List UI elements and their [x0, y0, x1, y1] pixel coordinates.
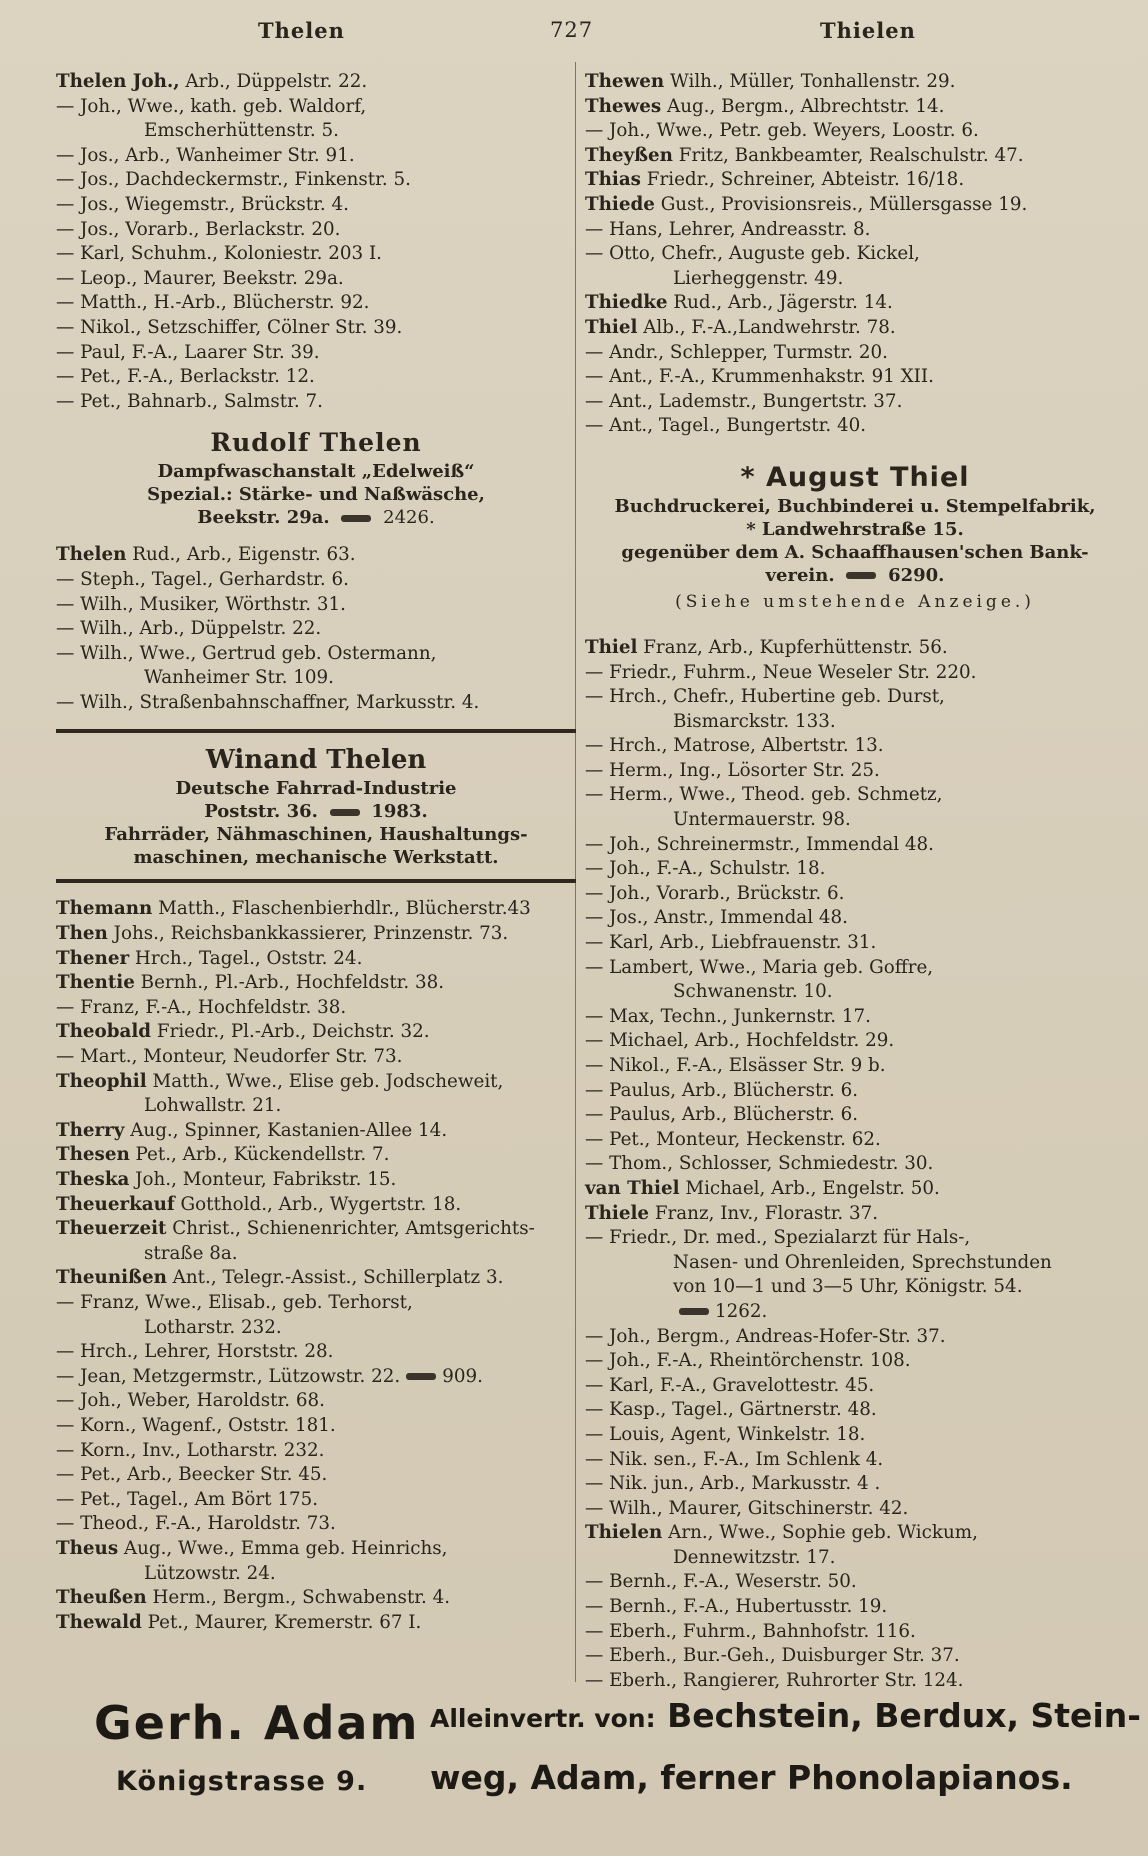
directory-entry [585, 1103, 1125, 1128]
entry-surname: Then [56, 923, 108, 945]
directory-entry [585, 1226, 1125, 1251]
entry-details: — Herm., Ing., Lösorter Str. 25. [585, 759, 880, 781]
directory-entry [585, 783, 1125, 808]
directory-entry [585, 1202, 1125, 1227]
entry-surname: Theska [56, 1169, 130, 1190]
telephone-icon [406, 1373, 436, 1380]
directory-entry [585, 1423, 1125, 1448]
entry-phone: 909. [442, 1365, 483, 1387]
entry-surname: Thesen [56, 1144, 130, 1166]
ad-winand-line4: maschinen, mechanische Werkstatt. [133, 847, 499, 869]
entry-details: — Nikol., Setzschiffer, Cölner Str. 39. [56, 316, 403, 338]
directory-entry [585, 710, 1125, 735]
entry-details: — Ant., Tagel., Bungertstr. 40. [585, 415, 867, 437]
directory-entry [56, 1463, 576, 1488]
entry-details: — Ant., Lademstr., Bungertstr. 37. [585, 390, 903, 412]
directory-entry [56, 193, 576, 218]
directory-entry [56, 1266, 576, 1291]
entry-details: — Eberh., Bur.-Geh., Duisburger Str. 37. [585, 1645, 960, 1667]
directory-entry [56, 1217, 576, 1242]
directory-entry [56, 1193, 576, 1218]
directory-entry [585, 193, 1125, 218]
entry-details: Rud., Arb., Eigenstr. 63. [126, 544, 356, 566]
directory-entry [56, 568, 576, 593]
entry-surname: Thelen Joh., [56, 71, 180, 92]
directory-entry [585, 1448, 1125, 1473]
directory-entry [585, 1325, 1125, 1350]
entry-details: — Joh., F.-A., Rheintörchenstr. 108. [585, 1350, 911, 1372]
footer-company-name: Gerh. Adam [94, 1696, 420, 1750]
entry-details: Franz, Arb., Kupferhüttenstr. 56. [637, 636, 948, 658]
entry-details: — Lambert, Wwe., Maria geb. Goffre, [585, 956, 934, 978]
telephone-icon [679, 1308, 709, 1315]
entry-details: Aug., Spinner, Kastanien-Allee 14. [124, 1119, 448, 1141]
entry-details: — Otto, Chefr., Auguste geb. Kickel, [585, 243, 920, 265]
ad-august-phone: 6290. [888, 564, 945, 586]
entry-details: Matth., Flaschenbierhdlr., Blücherstr.43 [152, 898, 531, 920]
entry-details: — Paulus, Arb., Blücherstr. 6. [585, 1079, 859, 1101]
entry-details: — Nik. sen., F.-A., Im Schlenk 4. [585, 1448, 884, 1470]
entry-details: — Friedr., Fuhrm., Neue Weseler Str. 220. [585, 661, 977, 683]
directory-entry [56, 897, 576, 922]
entry-details: Bernh., Pl.-Arb., Hochfeldstr. 38. [134, 972, 445, 994]
footer-street: Königstrasse 9. [116, 1766, 368, 1797]
ad-winand-address: Poststr. 36. [204, 801, 318, 823]
directory-entry [56, 1070, 576, 1095]
directory-entry [56, 119, 576, 144]
footer-line1 [430, 1696, 1141, 1735]
entry-details: — Jos., Vorarb., Berlackstr. 20. [56, 218, 341, 240]
ad-august-name: * August Thiel [740, 461, 970, 493]
entry-surname: Thiedke [585, 292, 668, 314]
directory-entry [56, 144, 576, 169]
entry-details: Gotthold., Arb., Wygertstr. 18. [174, 1193, 462, 1215]
directory-entry [585, 1546, 1125, 1571]
directory-entry [56, 168, 576, 193]
directory-entry [585, 1620, 1125, 1645]
entry-details: — Korn., Wagenf., Oststr. 181. [56, 1414, 336, 1436]
directory-entry [56, 242, 576, 267]
directory-entry [585, 218, 1125, 243]
directory-entry [585, 956, 1125, 981]
ad-rudolf-line1: Dampfwaschanstalt „Edelweiß“ [157, 461, 475, 483]
entry-details: straße 8a. [144, 1242, 238, 1264]
entry-surname: Theyßen [585, 144, 673, 166]
directory-entry [585, 759, 1125, 784]
entry-surname: Theus [56, 1537, 119, 1559]
entry-surname: Thielen [585, 1522, 663, 1544]
footer-line2: weg, Adam, ferner Phonolapianos. [430, 1758, 1073, 1797]
directory-entry [56, 316, 576, 341]
ad-august-line1: Buchdruckerei, Buchbinderei u. Stempelfabrik, [614, 495, 1096, 517]
ad-rudolf-thelen [56, 426, 576, 529]
entry-surname: Thelen [56, 544, 127, 566]
telephone-icon [846, 572, 876, 579]
entry-surname: Thewald [56, 1611, 142, 1633]
entry-details: Gust., Provisionsreis., Müllersgasse 19. [654, 193, 1028, 215]
entry-details: — Joh., Bergm., Andreas-Hofer-Str. 37. [585, 1325, 946, 1347]
directory-entry [56, 1316, 576, 1341]
entry-details: — Paul, F.-A., Laarer Str. 39. [56, 341, 320, 363]
telephone-icon [330, 809, 360, 816]
directory-entry [585, 242, 1125, 267]
directory-entry [585, 685, 1125, 710]
entry-details: — Hrch., Chefr., Hubertine geb. Durst, [585, 686, 945, 708]
entry-details: — Pet., Bahnarb., Salmstr. 7. [56, 390, 323, 412]
directory-entry [585, 734, 1125, 759]
directory-entry [585, 144, 1125, 169]
entry-details: Pet., Maurer, Kremerstr. 67 I. [141, 1611, 422, 1633]
directory-entry [585, 833, 1125, 858]
directory-entry [56, 691, 576, 716]
entry-details: Dennewitzstr. 17. [673, 1546, 836, 1568]
entry-details: — Wilh., Musiker, Wörthstr. 31. [56, 593, 346, 615]
directory-entry [56, 617, 576, 642]
directory-entry [585, 1275, 1125, 1300]
ad-rudolf-address: Beekstr. 29a. [197, 507, 330, 529]
directory-entry [56, 1439, 576, 1464]
entry-details: — Wilh., Maurer, Gitschinerstr. 42. [585, 1497, 909, 1519]
entry-details: Untermauerstr. 98. [673, 809, 851, 831]
page-number: 727 [550, 18, 594, 42]
footer-line1-prefix: Alleinvertr. von: [430, 1704, 656, 1733]
entry-details: Herm., Bergm., Schwabenstr. 4. [146, 1587, 451, 1609]
directory-entry [56, 1488, 576, 1513]
ad-august-line2: * Landwehrstraße 15. [746, 518, 964, 540]
entry-list [56, 70, 576, 414]
entry-details: — Steph., Tagel., Gerhardstr. 6. [56, 568, 349, 590]
entry-details: — Thom., Schlosser, Schmiedestr. 30. [585, 1153, 934, 1175]
directory-entry [585, 1398, 1125, 1423]
directory-entry [56, 1562, 576, 1587]
footer-line1-brands: Bechstein, Berdux, Stein- [655, 1696, 1141, 1735]
directory-entry [585, 1005, 1125, 1030]
entry-details: — Franz, F.-A., Hochfeldstr. 38. [56, 996, 347, 1018]
directory-entry [585, 1349, 1125, 1374]
entry-details: Franz, Inv., Florastr. 37. [649, 1202, 879, 1224]
entry-surname: Thiede [585, 193, 655, 215]
entry-surname: Thiele [585, 1202, 650, 1224]
directory-entry [585, 1472, 1125, 1497]
directory-entry [56, 1512, 576, 1537]
rule-thick [56, 729, 576, 733]
directory-entry [585, 1300, 1125, 1325]
entry-details: — Joh., F.-A., Schulstr. 18. [585, 858, 826, 880]
entry-details: Christ., Schienenrichter, Amtsgerichts- [166, 1218, 535, 1240]
ad-rudolf-line2: Spezial.: Stärke- und Naßwäsche, [147, 484, 485, 506]
entry-surname: van Thiel [585, 1177, 680, 1199]
directory-entry [56, 642, 576, 667]
directory-entry [585, 1251, 1125, 1276]
directory-entry [585, 365, 1125, 390]
entry-details: — Franz, Wwe., Elisab., geb. Terhorst, [56, 1291, 413, 1313]
entry-details: — Hrch., Matrose, Albertstr. 13. [585, 735, 884, 757]
entry-details: — Karl, Schuhm., Koloniestr. 203 I. [56, 243, 382, 265]
entry-details: — Pet., F.-A., Berlackstr. 12. [56, 366, 315, 388]
directory-entry [56, 291, 576, 316]
entry-surname: Therry [56, 1119, 125, 1141]
entry-details: Wilh., Müller, Tonhallenstr. 29. [664, 71, 956, 92]
directory-entry [585, 931, 1125, 956]
entry-list [56, 543, 576, 715]
entry-details: von 10—1 und 3—5 Uhr, Königstr. 54. [673, 1276, 1023, 1298]
entry-surname: Thewes [585, 95, 662, 117]
directory-entry [585, 267, 1125, 292]
directory-entry [56, 1045, 576, 1070]
directory-entry [56, 971, 576, 996]
directory-entry [585, 857, 1125, 882]
directory-entry [585, 1521, 1125, 1546]
directory-entry [56, 1365, 576, 1390]
entry-surname: Thewen [585, 71, 665, 92]
entry-details: — Eberh., Rangierer, Ruhrorter Str. 124. [585, 1669, 964, 1691]
directory-entry [56, 1119, 576, 1144]
directory-entry [585, 341, 1125, 366]
entry-details: — Joh., Wwe., kath. geb. Waldorf, [56, 95, 367, 117]
running-head-right: Thielen [820, 18, 916, 43]
entry-details: — Korn., Inv., Lotharstr. 232. [56, 1439, 325, 1461]
entry-details: — Jean, Metzgermstr., Lützowstr. 22. [56, 1365, 401, 1387]
directory-entry [585, 1374, 1125, 1399]
entry-details: Johs., Reichsbankkassierer, Prinzenstr. 73. [107, 923, 509, 945]
entry-surname: Thiel [585, 316, 638, 338]
entry-details: Ant., Telegr.-Assist., Schillerplatz 3. [166, 1267, 504, 1289]
directory-entry [56, 1340, 576, 1365]
directory-entry [585, 1644, 1125, 1669]
entry-list [585, 636, 1125, 1694]
entry-details: — Eberh., Fuhrm., Bahnhofstr. 116. [585, 1620, 916, 1642]
directory-entry [56, 1414, 576, 1439]
entry-details: — Michael, Arb., Hochfeldstr. 29. [585, 1030, 895, 1052]
entry-details: — Kasp., Tagel., Gärtnerstr. 48. [585, 1399, 877, 1421]
entry-details: — Pet., Monteur, Heckenstr. 62. [585, 1128, 881, 1150]
entry-details: — Bernh., F.-A., Hubertusstr. 19. [585, 1596, 888, 1618]
directory-entry [585, 1177, 1125, 1202]
entry-details: — Joh., Weber, Haroldstr. 68. [56, 1390, 325, 1412]
entry-details: — Wilh., Straßenbahnschaffner, Markusstr. 4. [56, 691, 480, 713]
directory-entry [585, 1054, 1125, 1079]
directory-entry [585, 980, 1125, 1005]
directory-entry [56, 593, 576, 618]
entry-details: — Wilh., Wwe., Gertrud geb. Ostermann, [56, 642, 437, 664]
directory-entry [56, 341, 576, 366]
directory-entry [585, 1497, 1125, 1522]
directory-entry [585, 414, 1125, 439]
directory-entry [585, 882, 1125, 907]
running-head-left: Thelen [258, 18, 345, 43]
directory-entry [585, 291, 1125, 316]
directory-entry [56, 1537, 576, 1562]
entry-details: — Jos., Anstr., Immendal 48. [585, 907, 848, 929]
telephone-icon [341, 515, 371, 522]
entry-details: — Bernh., F.-A., Weserstr. 50. [585, 1571, 857, 1593]
entry-details: Michael, Arb., Engelstr. 50. [679, 1177, 940, 1199]
entry-surname: Theunißen [56, 1267, 167, 1289]
entry-details: — Pet., Arb., Beecker Str. 45. [56, 1464, 328, 1486]
entry-surname: Thentie [56, 972, 135, 994]
left-column [56, 70, 576, 1635]
directory-entry [56, 70, 576, 95]
entry-details: Alb., F.-A.,Landwehrstr. 78. [637, 316, 896, 338]
entry-details: — Joh., Wwe., Petr. geb. Weyers, Loostr. 6. [585, 120, 979, 142]
directory-entry [56, 543, 576, 568]
ad-winand-phone: 1983. [371, 801, 428, 823]
directory-entry [56, 390, 576, 415]
entry-details: — Louis, Agent, Winkelstr. 18. [585, 1423, 866, 1445]
directory-entry [56, 1586, 576, 1611]
directory-entry [585, 1079, 1125, 1104]
entry-surname: Theuerzeit [56, 1218, 167, 1240]
entry-details: Rud., Arb., Jägerstr. 14. [667, 292, 893, 314]
entry-details: — Karl, F.-A., Gravelottestr. 45. [585, 1374, 875, 1396]
directory-entry [585, 390, 1125, 415]
directory-entry [56, 1611, 576, 1636]
entry-details: — Joh., Schreinermstr., Immendal 48. [585, 833, 934, 855]
directory-entry [585, 70, 1125, 95]
directory-entry [56, 666, 576, 691]
entry-details: Aug., Wwe., Emma geb. Heinrichs, [118, 1537, 448, 1559]
entry-details: — Andr., Schlepper, Turmstr. 20. [585, 341, 888, 363]
ad-august-thiel [585, 461, 1125, 614]
ad-winand-name: Winand Thelen [205, 745, 427, 776]
entry-details: Arb., Düppelstr. 22. [179, 71, 368, 92]
directory-entry [585, 1128, 1125, 1153]
entry-phone: 1262. [715, 1300, 768, 1322]
directory-entry [56, 365, 576, 390]
entry-list [585, 70, 1125, 439]
directory-entry [56, 267, 576, 292]
directory-entry [585, 661, 1125, 686]
directory-entry [56, 1389, 576, 1414]
ad-august-line4 [585, 564, 1125, 587]
directory-entry [585, 1029, 1125, 1054]
ad-winand-thelen [56, 743, 576, 869]
entry-surname: Theobald [56, 1021, 152, 1043]
ad-rudolf-name: Rudolf Thelen [210, 428, 422, 458]
directory-entry [585, 95, 1125, 120]
footer-advertisement [94, 1688, 1141, 1828]
entry-details: — Hrch., Lehrer, Horststr. 28. [56, 1341, 334, 1363]
entry-details: — Pet., Tagel., Am Bört 175. [56, 1488, 319, 1510]
directory-entry [585, 906, 1125, 931]
entry-details: — Nikol., F.-A., Elsässer Str. 9 b. [585, 1055, 886, 1076]
entry-details: Lierheggenstr. 49. [673, 267, 844, 289]
ad-winand-line2 [56, 800, 576, 823]
entry-details: Friedr., Schreiner, Abteistr. 16/18. [640, 169, 965, 191]
ad-rudolf-phone: 2426. [383, 507, 435, 529]
entry-details: Lohwallstr. 21. [144, 1095, 282, 1117]
entry-surname: Theuerkauf [56, 1193, 175, 1215]
ad-august-note: (Siehe umstehende Anzeige.) [675, 591, 1035, 612]
entry-details: Aug., Bergm., Albrechtstr. 14. [661, 95, 945, 117]
directory-entry [585, 808, 1125, 833]
directory-entry [56, 1291, 576, 1316]
directory-entry [585, 1570, 1125, 1595]
entry-details: Bismarckstr. 133. [673, 710, 836, 732]
entry-details: — Karl, Arb., Liebfrauenstr. 31. [585, 932, 877, 954]
right-column [585, 70, 1125, 1693]
directory-entry [56, 947, 576, 972]
directory-entry [585, 168, 1125, 193]
entry-details: Fritz, Bankbeamter, Realschulstr. 47. [672, 144, 1024, 166]
ad-winand-line1: Deutsche Fahrrad-Industrie [175, 778, 457, 800]
directory-entry [56, 1143, 576, 1168]
entry-details: — Ant., F.-A., Krummenhakstr. 91 XII. [585, 366, 934, 388]
ad-winand-line3: Fahrräder, Nähmaschinen, Haushaltungs- [104, 824, 528, 846]
entry-details: Friedr., Pl.-Arb., Deichstr. 32. [151, 1021, 430, 1043]
entry-surname: Thener [56, 947, 130, 969]
entry-details: — Matth., H.-Arb., Blücherstr. 92. [56, 292, 370, 314]
entry-details: — Jos., Arb., Wanheimer Str. 91. [56, 144, 355, 166]
entry-details: Hrch., Tagel., Oststr. 24. [129, 947, 363, 969]
entry-details: Joh., Monteur, Fabrikstr. 15. [129, 1169, 397, 1190]
entry-details: — Friedr., Dr. med., Spezialarzt für Hals-, [585, 1227, 971, 1249]
ad-august-text: verein. [765, 564, 835, 586]
directory-entry [585, 316, 1125, 341]
entry-details: Lotharstr. 232. [144, 1316, 282, 1338]
entry-details: — Jos., Wiegemstr., Brückstr. 4. [56, 193, 349, 215]
entry-surname: Thias [585, 169, 641, 191]
directory-entry [585, 636, 1125, 661]
entry-details: — Joh., Vorarb., Brückstr. 6. [585, 882, 845, 904]
directory-entry [56, 218, 576, 243]
directory-entry [56, 922, 576, 947]
entry-surname: Theußen [56, 1587, 147, 1609]
entry-details: Emscherhüttenstr. 5. [144, 120, 339, 142]
entry-details: — Paulus, Arb., Blücherstr. 6. [585, 1104, 859, 1126]
entry-details: — Mart., Monteur, Neudorfer Str. 73. [56, 1046, 403, 1068]
directory-entry [585, 119, 1125, 144]
entry-details: — Nik. jun., Arb., Markusstr. 4 . [585, 1473, 881, 1495]
directory-entry [585, 1595, 1125, 1620]
entry-details: Pet., Arb., Kückendellstr. 7. [129, 1144, 390, 1166]
ad-august-line3: gegenüber dem A. Schaaffhausen'schen Bank- [621, 541, 1089, 563]
ad-rudolf-line3 [56, 506, 576, 529]
entry-surname: Theophil [56, 1070, 147, 1092]
entry-details: Lützowstr. 24. [144, 1562, 276, 1584]
entry-details: Nasen- und Ohrenleiden, Sprechstunden [673, 1251, 1052, 1273]
entry-details: — Wilh., Arb., Düppelstr. 22. [56, 618, 322, 640]
entry-details: Arn., Wwe., Sophie geb. Wickum, [662, 1522, 978, 1544]
entry-details: — Theod., F.-A., Haroldstr. 73. [56, 1513, 336, 1535]
entry-details: — Max, Techn., Junkernstr. 17. [585, 1005, 871, 1027]
directory-entry [585, 1152, 1125, 1177]
entry-details: — Jos., Dachdeckermstr., Finkenstr. 5. [56, 169, 411, 191]
entry-surname: Thiel [585, 636, 638, 658]
entry-details: Schwanenstr. 10. [673, 981, 833, 1003]
entry-details: — Leop., Maurer, Beekstr. 29a. [56, 267, 344, 289]
entry-surname: Themann [56, 898, 153, 920]
directory-entry [56, 996, 576, 1021]
entry-list [56, 897, 576, 1635]
directory-entry [56, 1168, 576, 1193]
directory-entry [56, 1242, 576, 1267]
rule-thick [56, 879, 576, 883]
entry-details: Wanheimer Str. 109. [144, 667, 334, 689]
directory-entry [56, 95, 576, 120]
directory-entry [56, 1094, 576, 1119]
entry-details: — Hans, Lehrer, Andreasstr. 8. [585, 218, 871, 240]
directory-entry [56, 1020, 576, 1045]
entry-details: Matth., Wwe., Elise geb. Jodscheweit, [146, 1070, 504, 1092]
entry-details: — Herm., Wwe., Theod. geb. Schmetz, [585, 784, 943, 806]
